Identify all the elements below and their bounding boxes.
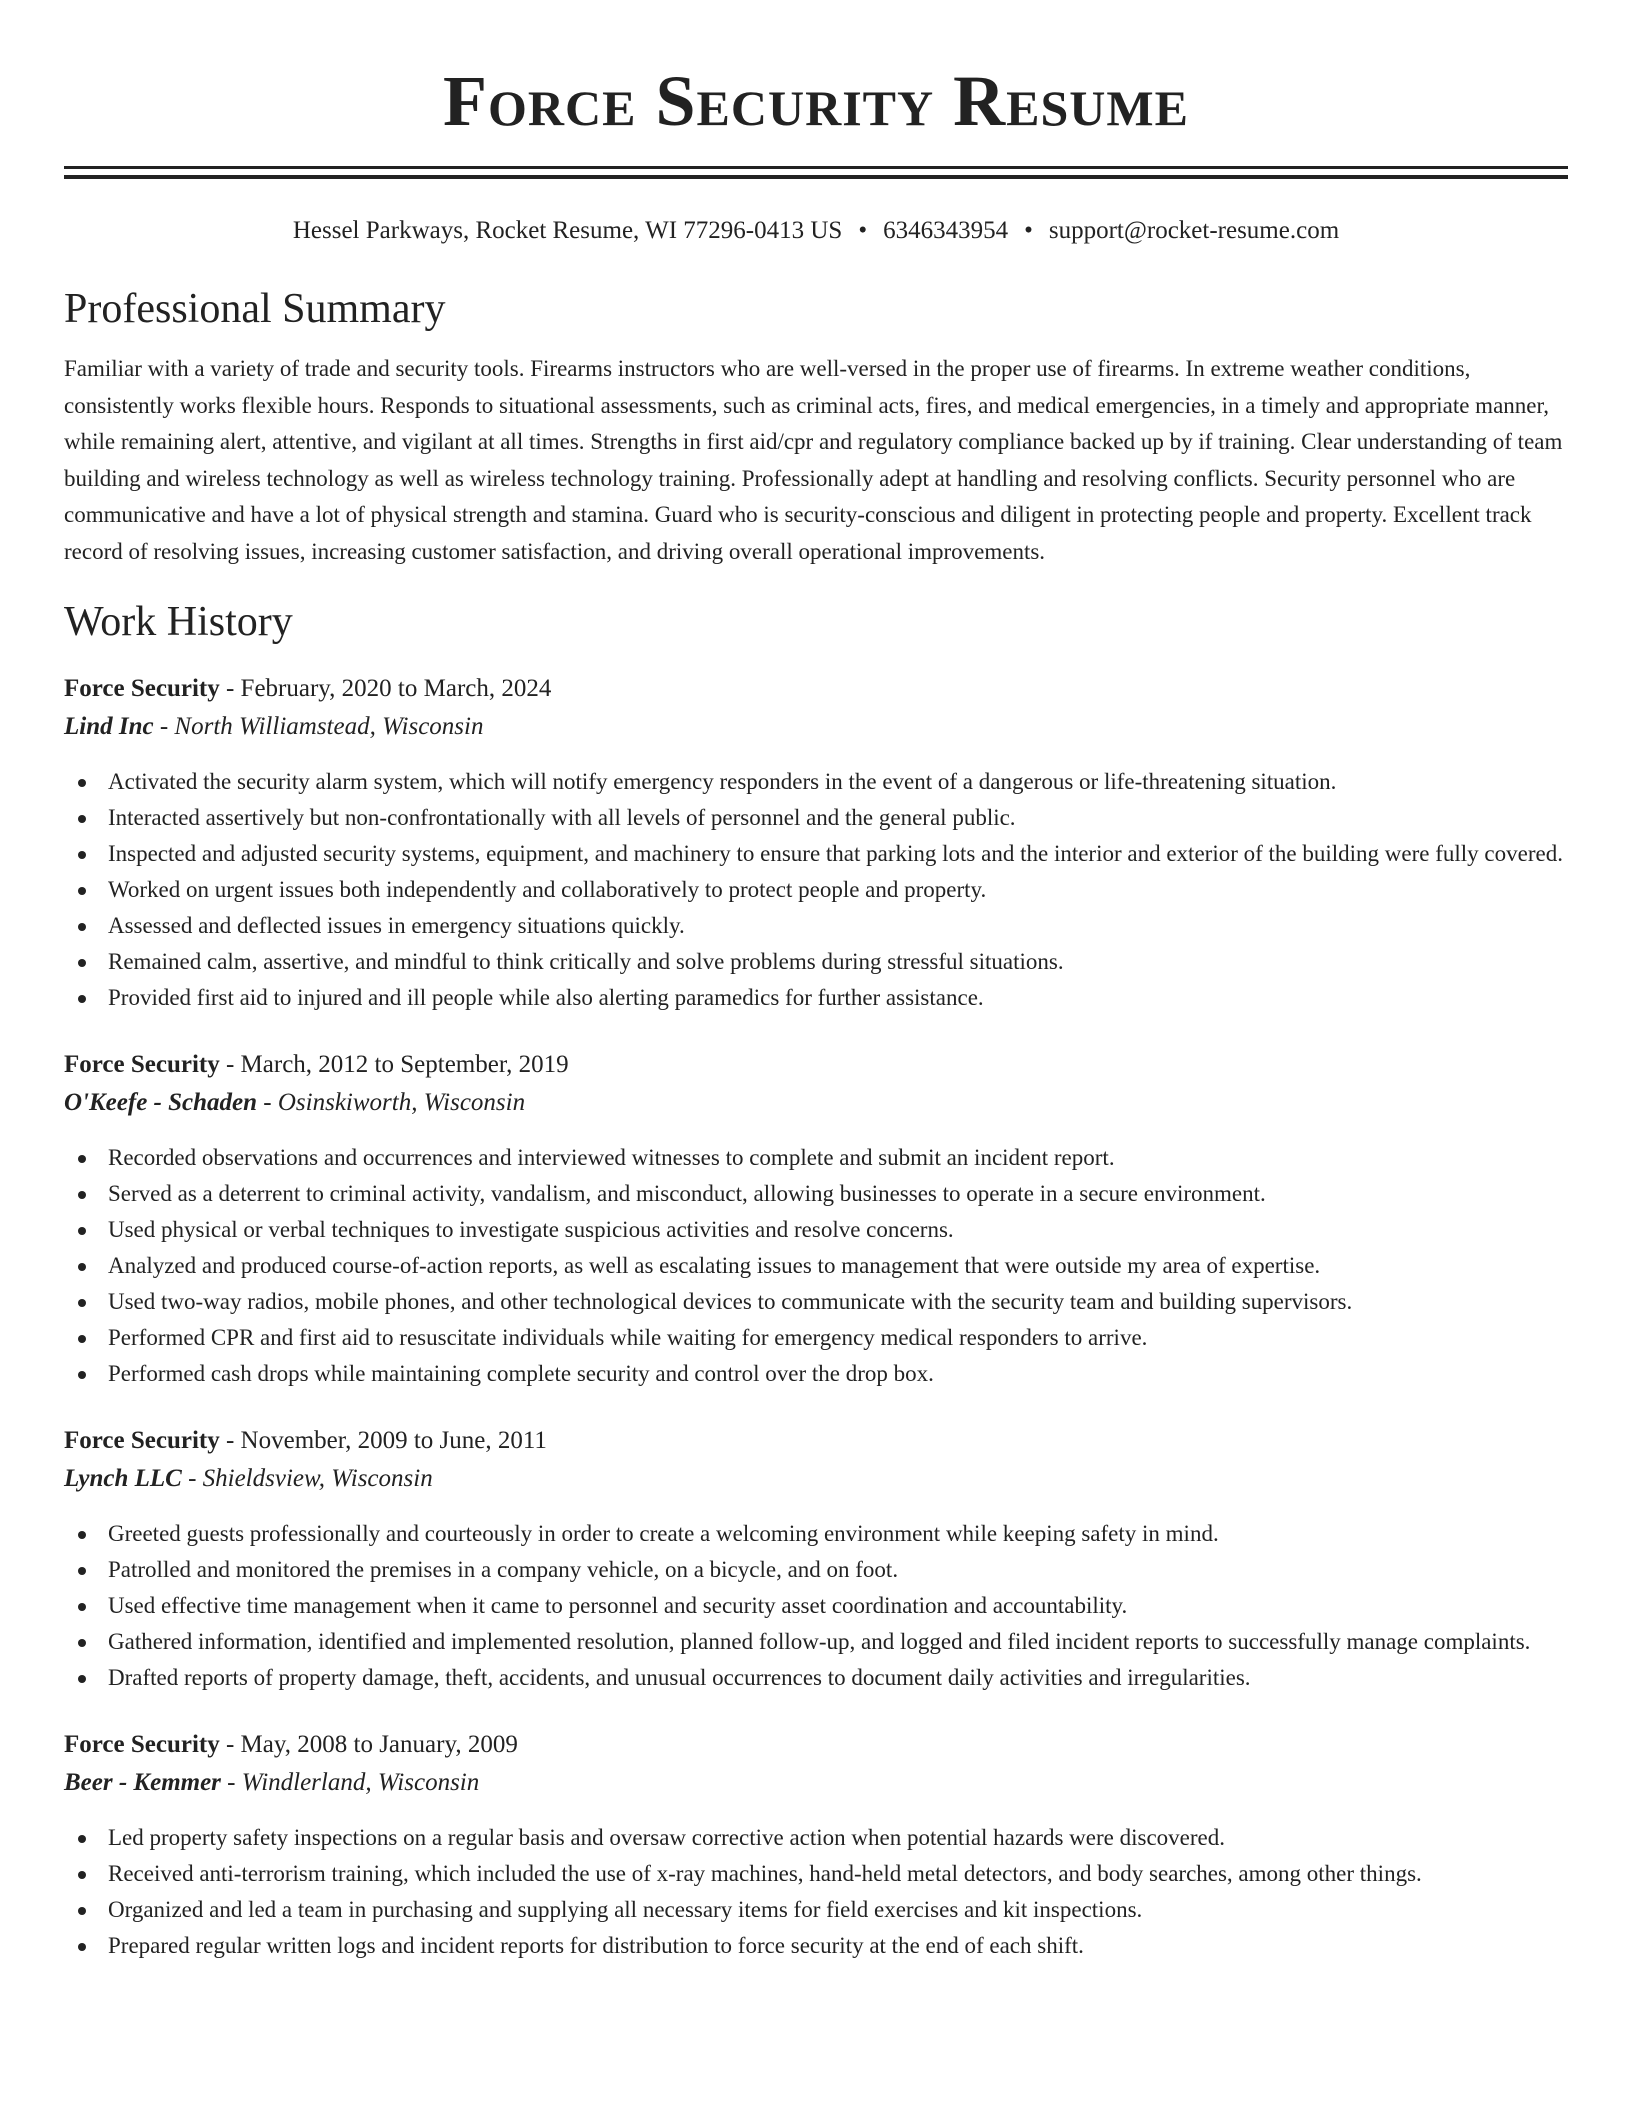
bullet-icon	[78, 923, 86, 931]
contact-separator: •	[1024, 217, 1033, 244]
job-entry	[64, 1726, 1568, 1964]
bullet-icon	[78, 1299, 86, 1307]
job-duty-text: Served as a deterrent to criminal activity, vandalism, and misconduct, allowing businesses to operate in a secure environment.	[108, 1181, 1266, 1206]
job-duty-text: Received anti-terrorism training, which included the use of x-ray machines, hand-held metal detectors, and body searches, among other things.	[108, 1861, 1422, 1886]
job-duty-item	[64, 800, 1568, 836]
job-title: Force Security	[64, 1731, 220, 1758]
job-duties-list	[64, 1820, 1568, 1964]
job-duty-text: Used physical or verbal techniques to investigate suspicious activities and resolve concerns.	[108, 1217, 954, 1242]
job-duty-text: Patrolled and monitored the premises in a company vehicle, on a bicycle, and on foot.	[108, 1557, 899, 1582]
job-duties-list	[64, 764, 1568, 1016]
work-history-list	[64, 670, 1568, 1964]
job-dates: - November, 2009 to June, 2011	[219, 1427, 547, 1454]
bullet-icon	[78, 1639, 86, 1647]
job-duty-text: Led property safety inspections on a regular basis and oversaw corrective action when potential hazards were discovered.	[108, 1825, 1225, 1850]
job-duty-item	[64, 1516, 1568, 1552]
bullet-icon	[78, 1263, 86, 1271]
job-duty-item	[64, 1284, 1568, 1320]
job-title-line	[64, 1046, 1568, 1084]
job-duty-text: Greeted guests professionally and courteously in order to create a welcoming environment while keeping safety in mind.	[108, 1521, 1219, 1546]
job-duties-list	[64, 1140, 1568, 1392]
job-company: Beer - Kemmer	[64, 1769, 221, 1796]
job-duty-item	[64, 1624, 1568, 1660]
job-duty-text: Used two-way radios, mobile phones, and other technological devices to communicate with the security team and building supervisors.	[108, 1289, 1353, 1314]
job-duty-text: Used effective time management when it came to personnel and security asset coordination and accountability.	[108, 1593, 1128, 1618]
bullet-icon	[78, 1943, 86, 1951]
contact-address: Hessel Parkways, Rocket Resume, WI 77296-0413 US	[292, 217, 843, 244]
job-duty-text: Activated the security alarm system, which will notify emergency responders in the event of a dangerous or life-threatening situation.	[108, 769, 1337, 794]
job-dates: - March, 2012 to September, 2019	[219, 1051, 569, 1078]
job-duty-text: Interacted assertively but non-confrontationally with all levels of personnel and the general public.	[108, 805, 1016, 830]
job-title-line	[64, 1726, 1568, 1764]
job-company: Lind Inc	[64, 713, 154, 740]
job-company: Lynch LLC	[64, 1465, 182, 1492]
bullet-icon	[78, 1335, 86, 1343]
job-duty-item	[64, 1588, 1568, 1624]
job-title: Force Security	[64, 1051, 220, 1078]
contact-line	[64, 215, 1568, 247]
bullet-icon	[78, 1907, 86, 1915]
summary-text: Familiar with a variety of trade and security tools. Firearms instructors who are well-versed in the proper use of firearms. In extreme weather conditions, consistently works flexible hours. Responds to situational assessments, such as criminal acts, fires, and medical emergencies, in a timely and appropriate manner, while remaining alert, attentive, and vigilant at all times. Strengths in first aid/cpr and regulatory compliance backed up by if training. Clear understanding of team building and wireless technology as well as wireless technology training. Professionally adept at handling and resolving conflicts. Security personnel who are communicative and have a lot of physical strength and stamina. Guard who is security-conscious and diligent in protecting people and property. Excellent track record of resolving issues, increasing customer satisfaction, and driving overall operational improvements.	[64, 356, 1563, 564]
job-location: - Osinskiworth, Wisconsin	[257, 1089, 526, 1116]
bullet-icon	[78, 1155, 86, 1163]
job-duty-item	[64, 1892, 1568, 1928]
job-duty-item	[64, 1248, 1568, 1284]
bullet-icon	[78, 851, 86, 859]
summary-heading: Professional Summary	[64, 286, 446, 332]
job-entry	[64, 1422, 1568, 1696]
job-duty-item	[64, 908, 1568, 944]
job-duty-item	[64, 1552, 1568, 1588]
job-duty-item	[64, 1660, 1568, 1696]
bullet-icon	[78, 1371, 86, 1379]
bullet-icon	[78, 1603, 86, 1611]
job-duty-text: Prepared regular written logs and incident reports for distribution to force security at the end of each shift.	[108, 1933, 1084, 1958]
bullet-icon	[78, 1675, 86, 1683]
job-dates: - February, 2020 to March, 2024	[219, 675, 552, 702]
job-company-line	[64, 1764, 1568, 1802]
bullet-icon	[78, 1191, 86, 1199]
bullet-icon	[78, 1871, 86, 1879]
job-duty-text: Drafted reports of property damage, theft, accidents, and unusual occurrences to document daily activities and irregularities.	[108, 1665, 1251, 1690]
bullet-icon	[78, 1567, 86, 1575]
job-entry	[64, 670, 1568, 1016]
job-duty-item	[64, 1320, 1568, 1356]
bullet-icon	[78, 815, 86, 823]
job-duty-item	[64, 872, 1568, 908]
job-duty-item	[64, 764, 1568, 800]
title-divider-bottom	[64, 175, 1568, 179]
bullet-icon	[78, 779, 86, 787]
job-duty-item	[64, 1928, 1568, 1964]
job-title: Force Security	[64, 675, 220, 702]
contact-email: support@rocket-resume.com	[1048, 217, 1340, 244]
job-title: Force Security	[64, 1427, 220, 1454]
job-duty-text: Remained calm, assertive, and mindful to think critically and solve problems during stressful situations.	[108, 949, 1064, 974]
bullet-icon	[78, 887, 86, 895]
contact-phone: 6346343954	[883, 217, 1009, 244]
title-divider-top	[64, 166, 1568, 169]
job-title-line	[64, 670, 1568, 708]
job-title-line	[64, 1422, 1568, 1460]
job-duty-text: Worked on urgent issues both independently and collaboratively to protect people and property.	[108, 877, 987, 902]
job-duty-item	[64, 1856, 1568, 1892]
bullet-icon	[78, 1835, 86, 1843]
job-company-line	[64, 1460, 1568, 1498]
job-duty-item	[64, 944, 1568, 980]
job-duty-text: Provided first aid to injured and ill people while also alerting paramedics for further assistance.	[108, 985, 984, 1010]
work-history-heading: Work History	[64, 599, 293, 645]
job-duty-text: Performed cash drops while maintaining complete security and control over the drop box.	[108, 1361, 934, 1386]
job-duty-text: Inspected and adjusted security systems, equipment, and machinery to ensure that parking lots and the interior and exterior of the building were fully covered.	[108, 841, 1563, 866]
resume-title: Force Security Resume	[443, 61, 1189, 141]
job-duty-item	[64, 1356, 1568, 1392]
contact-separator: •	[858, 217, 868, 244]
job-duty-item	[64, 1820, 1568, 1856]
bullet-icon	[78, 959, 86, 967]
job-duty-item	[64, 980, 1568, 1016]
bullet-icon	[78, 1227, 86, 1235]
job-duty-item	[64, 1176, 1568, 1212]
job-company-line	[64, 1084, 1568, 1122]
job-company: O'Keefe - Schaden	[64, 1089, 258, 1116]
job-duty-text: Gathered information, identified and implemented resolution, planned follow-up, and logged and filed incident reports to successfully manage complaints.	[108, 1629, 1531, 1654]
job-company-line	[64, 708, 1568, 746]
job-duty-text: Analyzed and produced course-of-action reports, as well as escalating issues to management that were outside my area of expertise.	[108, 1253, 1321, 1278]
job-duty-text: Performed CPR and first aid to resuscitate individuals while waiting for emergency medical responders to arrive.	[108, 1325, 1148, 1350]
job-duty-item	[64, 836, 1568, 872]
job-location: - North Williamstead, Wisconsin	[153, 713, 484, 740]
job-duties-list	[64, 1516, 1568, 1696]
job-duty-item	[64, 1140, 1568, 1176]
job-duty-text: Organized and led a team in purchasing and supplying all necessary items for field exercises and kit inspections.	[108, 1897, 1143, 1922]
bullet-icon	[78, 1531, 86, 1539]
job-location: - Shieldsview, Wisconsin	[181, 1465, 433, 1492]
bullet-icon	[78, 995, 86, 1003]
job-location: - Windlerland, Wisconsin	[220, 1769, 480, 1796]
job-entry	[64, 1046, 1568, 1392]
job-duty-item	[64, 1212, 1568, 1248]
job-dates: - May, 2008 to January, 2009	[219, 1731, 518, 1758]
job-duty-text: Recorded observations and occurrences and interviewed witnesses to complete and submit an incident report.	[108, 1145, 1115, 1170]
job-duty-text: Assessed and deflected issues in emergency situations quickly.	[108, 913, 685, 938]
